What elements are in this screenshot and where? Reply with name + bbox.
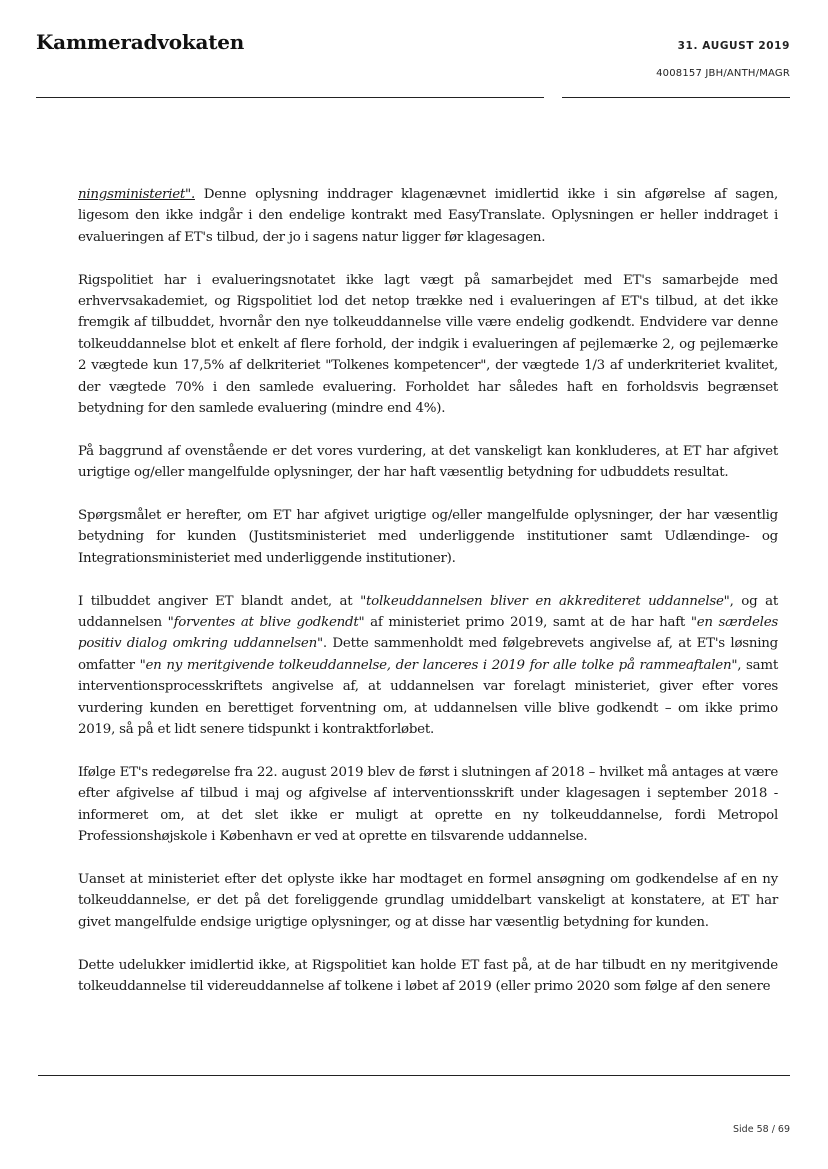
- quote: "forventes at blive godkendt": [167, 615, 365, 631]
- paragraph-4: Spørgsmålet er herefter, om ET har afgivet urigtige og/eller mangelfulde oplysninger, der har væsentlig betydning for kunden (Justitsministeriet med underliggende institutioner samt Udlændinge- og Integrationsministeriet med underliggende institutioner).: [78, 508, 778, 566]
- paragraph-1-text: Denne oplysning inddrager klagenævnet imidlertid ikke i sin afgørelse af sagen, ligesom den ikke indgår i den endelige kontrakt med EasyTranslate. Oplysningen er heller inddraget i evalueringen af ET's tilbud, der jo i sagens natur ligger før klagesagen.: [78, 187, 778, 245]
- paragraph-8: Dette udelukker imidlertid ikke, at Rigspolitiet kan holde ET fast på, at de har tilbudt en ny meritgivende tolkeuddannelse til videreuddannelse af tolkene i løbet af 2019 (eller primo 2020 som følge af den senere: [78, 957, 778, 994]
- quote: "en særdeles positiv dialog omkring uddannelsen": [78, 615, 778, 652]
- paragraph-3: På baggrund af ovenstående er det vores vurdering, at det vanskeligt kan konkluderes, at ET har afgivet urigtige og/eller mangelfulde oplysninger, der har haft væsentlig betydning for udbuddets resultat.: [78, 443, 778, 481]
- paragraph-5: [78, 591, 778, 741]
- text-run: , og at uddannelsen: [78, 593, 778, 631]
- document-reference: 4008157 JBH/ANTH/MAGR: [656, 68, 790, 79]
- text-run: , samt interventionsprocesskriftets angivelse af, at uddannelsen var forelagt ministeriet, giver efter vores vurdering kunden en berettiget forventning om, at uddannelsen ville blive godkendt – om ikke primo 2019, så på et lidt senere tidspunkt i kontraktforløbet.: [78, 657, 778, 738]
- underlined-fragment: ningsministeriet".: [78, 187, 195, 202]
- text-run: . Dette sammenholdt med følgebrevets angivelse af, at ET's løsning omfatter: [78, 636, 778, 673]
- header-rule-right: [562, 97, 790, 98]
- page-number: Side 58 / 69: [733, 1124, 790, 1135]
- paragraph-2: Rigspolitiet har i evalueringsnotatet ikke lagt vægt på samarbejdet med ET's samarbejde med erhvervsakademiet, og Rigspolitiet lod det netop trække ned i evalueringen af ET's tilbud, at det ikke fremgik af tilbuddet, hvornår den nye tolkeuddannelse ville være endelig godkendt. Endvidere var denne tolkeuddannelse blot et enkelt af flere forhold, der indgik i evalueringen af pejlemærke 2, og pejlemærke 2 vægtede kun 17,5% af delkriteriet "Tolkenes kompetencer", der vægtede 1/3 af underkriteriet kvalitet, der vægtede 70% i den samlede evaluering. Forholdet har således haft en forholdsvis begrænset betydning for den samlede evaluering (mindre end 4%).: [78, 272, 778, 417]
- paragraph-1: [78, 184, 778, 248]
- text-run: af ministeriet primo 2019, samt at de har haft: [364, 615, 691, 631]
- body-text: [78, 184, 778, 1019]
- header-rule-left: [36, 97, 544, 98]
- paragraph-6: Ifølge ET's redegørelse fra 22. august 2019 blev de først i slutningen af 2018 – hvilket må antages at være efter afgivelse af tilbud i maj og afgivelse af interventionsskrift under klagesagen i september 2018 - informeret om, at det slet ikke er muligt at oprette en ny tolkeuddannelse, fordi Metropol Professionshøjskole i København er ved at oprette en tilsvarende uddannelse.: [78, 764, 778, 845]
- footer-rule: [38, 1075, 790, 1076]
- quote: "tolkeuddannelsen bliver en akkrediteret uddannelse": [360, 593, 730, 609]
- text-run: I tilbuddet angiver ET blandt andet, at: [78, 593, 361, 609]
- document-date: 31. AUGUST 2019: [677, 40, 790, 52]
- quote: "en ny meritgivende tolkeuddannelse, der lanceres i 2019 for alle tolke på rammeaftalen": [139, 657, 738, 673]
- firm-name: Kammeradvokaten: [36, 30, 245, 54]
- paragraph-7: Uanset at ministeriet efter det oplyste ikke har modtaget en formel ansøgning om godkendelse af en ny tolkeuddannelse, er det på det foreliggende grundlag umiddelbart vanskeligt at konstatere, at ET har givet mangelfulde endsige urigtige oplysninger, og at disse har væsentlig betydning for kunden.: [78, 871, 778, 930]
